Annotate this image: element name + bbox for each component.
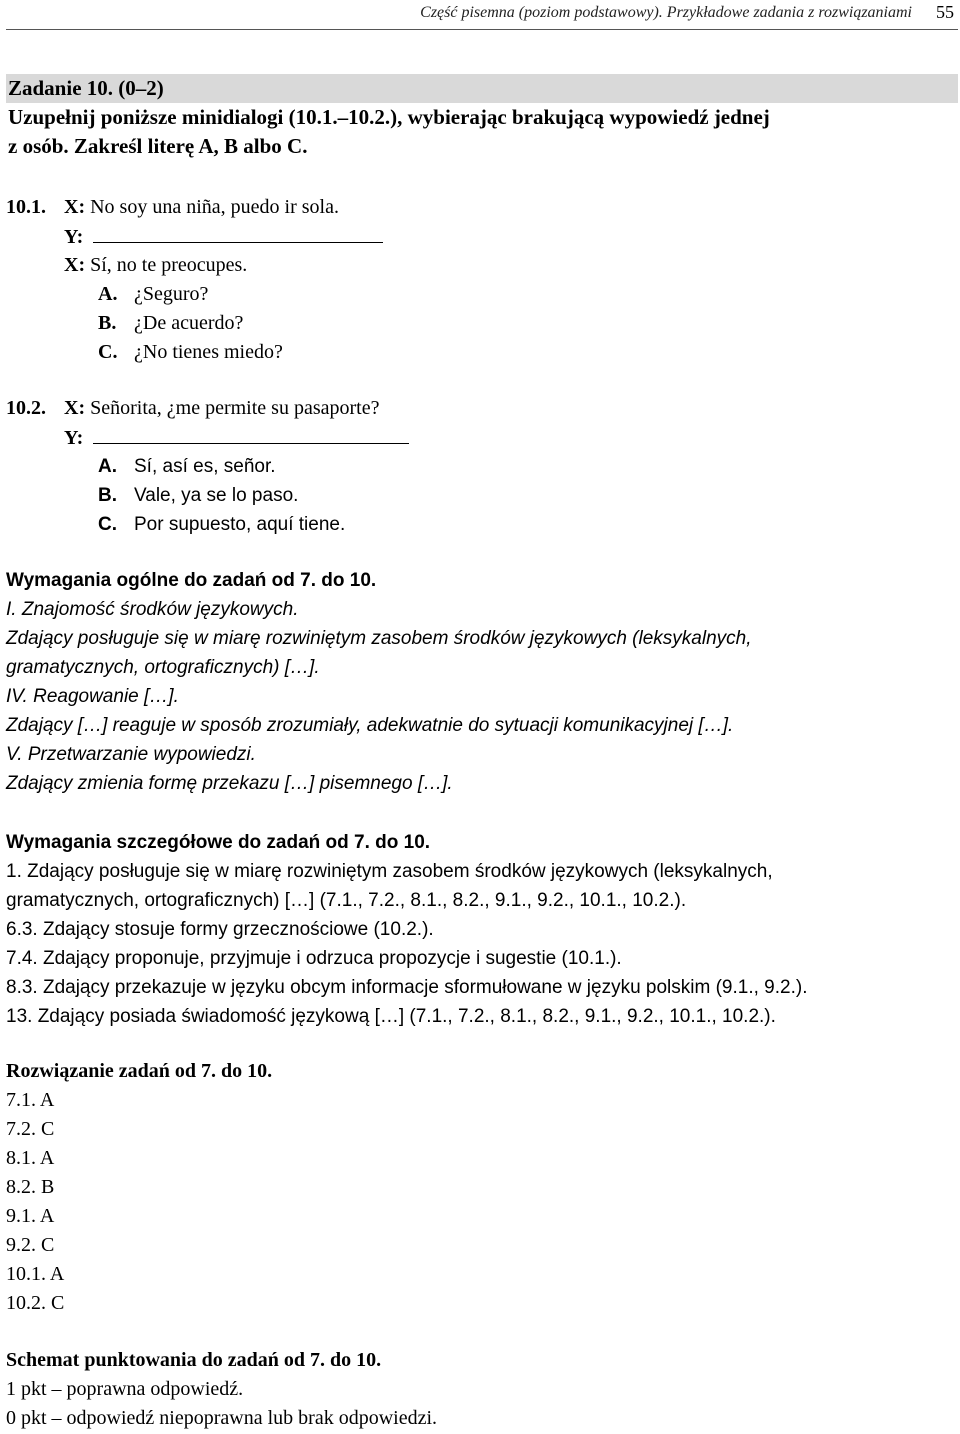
option-c[interactable] (6, 338, 383, 367)
speaker-x: X: (64, 196, 86, 218)
requirement-line: V. Przetwarzanie wypowiedzi. (6, 744, 256, 765)
section-heading: Wymagania szczegółowe do zadań od 7. do 10. (6, 832, 431, 853)
speaker-y: Y: (64, 427, 84, 449)
answer-blank (93, 423, 409, 444)
option-text: Por supuesto, aquí tiene. (134, 514, 346, 535)
requirement-line: I. Znajomość środków językowych. (6, 599, 299, 620)
solution-item: 7.1. A (6, 1089, 55, 1111)
solutions (6, 1057, 954, 1318)
solution-item: 10.1. A (6, 1263, 65, 1285)
option-text: ¿Seguro? (134, 283, 209, 305)
page-header (0, 0, 960, 34)
answer-blank (93, 222, 383, 243)
requirement-line: 6.3. Zdający stosuje formy grzecznościowe (10.2.). (6, 919, 434, 940)
task-instruction-line-2: z osób. Zakreśl literę A, B albo C. (8, 134, 308, 158)
option-text: Sí, así es, señor. (134, 456, 276, 477)
section-heading: Rozwiązanie zadań od 7. do 10. (6, 1060, 273, 1082)
general-requirements (6, 566, 954, 798)
option-text: ¿No tienes miedo? (134, 341, 283, 363)
section-heading: Wymagania ogólne do zadań od 7. do 10. (6, 570, 377, 591)
option-letter: A. (98, 283, 118, 305)
task-block (6, 74, 958, 161)
solution-item: 8.2. B (6, 1176, 55, 1198)
requirement-line: Zdający zmienia formę przekazu […] pisemnego […]. (6, 773, 453, 794)
scoring (6, 1346, 954, 1433)
option-a[interactable] (6, 280, 383, 309)
speaker-x: X: (64, 254, 86, 276)
dialog-10-2 (6, 394, 409, 539)
header-title: Część pisemna (poziom podstawowy). Przykładowe zadania z rozwiązaniami (420, 4, 912, 21)
solution-item: 10.2. C (6, 1292, 65, 1314)
task-title: Zadanie 10. (0–2) (6, 74, 958, 103)
option-b[interactable] (6, 309, 383, 338)
scoring-line: 0 pkt – odpowiedź niepoprawna lub brak odpowiedzi. (6, 1407, 438, 1429)
scoring-line: 1 pkt – poprawna odpowiedź. (6, 1378, 244, 1400)
option-letter: B. (98, 312, 117, 334)
requirement-line: 7.4. Zdający proponuje, przyjmuje i odrzuca propozycje i sugestie (10.1.). (6, 948, 622, 969)
solution-item: 9.2. C (6, 1234, 55, 1256)
solution-item: 7.2. C (6, 1118, 55, 1140)
dialog-line: Señorita, ¿me permite su pasaporte? (90, 397, 380, 419)
dialog-number: 10.2. (6, 397, 46, 419)
option-letter: C. (98, 341, 118, 363)
page-number: 55 (936, 2, 954, 22)
solution-item: 9.1. A (6, 1205, 55, 1227)
requirement-line: Zdający […] reaguje w sposób zrozumiały, adekwatnie do sytuacji komunikacyjnej […]. (6, 715, 734, 736)
solution-item: 8.1. A (6, 1147, 55, 1169)
option-b[interactable] (6, 481, 409, 510)
task-instruction-line-1: Uzupełnij poniższe minidialogi (10.1.–10.2.), wybierając brakującą wypowiedź jednej (8, 105, 770, 129)
requirement-line: 8.3. Zdający przekazuje w języku obcym informacje sformułowane w języku polskim (9.1., 9.2.). (6, 977, 808, 998)
requirement-line: Zdający posługuje się w miarę rozwiniętym zasobem środków językowych (leksykalnych, (6, 628, 752, 649)
header-divider (6, 29, 958, 30)
detailed-requirements (6, 828, 954, 1031)
dialog-10-1 (6, 193, 383, 367)
dialog-number: 10.1. (6, 196, 46, 218)
option-text: ¿De acuerdo? (134, 312, 244, 334)
speaker-y: Y: (64, 226, 84, 248)
option-text: Vale, ya se lo paso. (134, 485, 299, 506)
dialog-line: Sí, no te preocupes. (90, 254, 248, 276)
option-letter: B. (98, 485, 117, 506)
requirement-line: gramatycznych, ortograficznych) […]. (6, 657, 320, 678)
speaker-x: X: (64, 397, 86, 419)
dialog-line: No soy una niña, puedo ir sola. (90, 196, 339, 218)
requirement-line: 13. Zdający posiada świadomość językową […] (7.1., 7.2., 8.1., 8.2., 9.1., 9.2., 10.1., 10.2.). (6, 1006, 776, 1027)
option-letter: A. (98, 456, 117, 477)
section-heading: Schemat punktowania do zadań od 7. do 10. (6, 1349, 382, 1371)
option-a[interactable] (6, 452, 409, 481)
option-letter: C. (98, 514, 117, 535)
option-c[interactable] (6, 510, 409, 539)
requirement-line: 1. Zdający posługuje się w miarę rozwiniętym zasobem środków językowych (leksykalnych, (6, 861, 773, 882)
requirement-line: gramatycznych, ortograficznych) […] (7.1., 7.2., 8.1., 8.2., 9.1., 9.2., 10.1., 10.2.). (6, 890, 687, 911)
requirement-line: IV. Reagowanie […]. (6, 686, 179, 707)
